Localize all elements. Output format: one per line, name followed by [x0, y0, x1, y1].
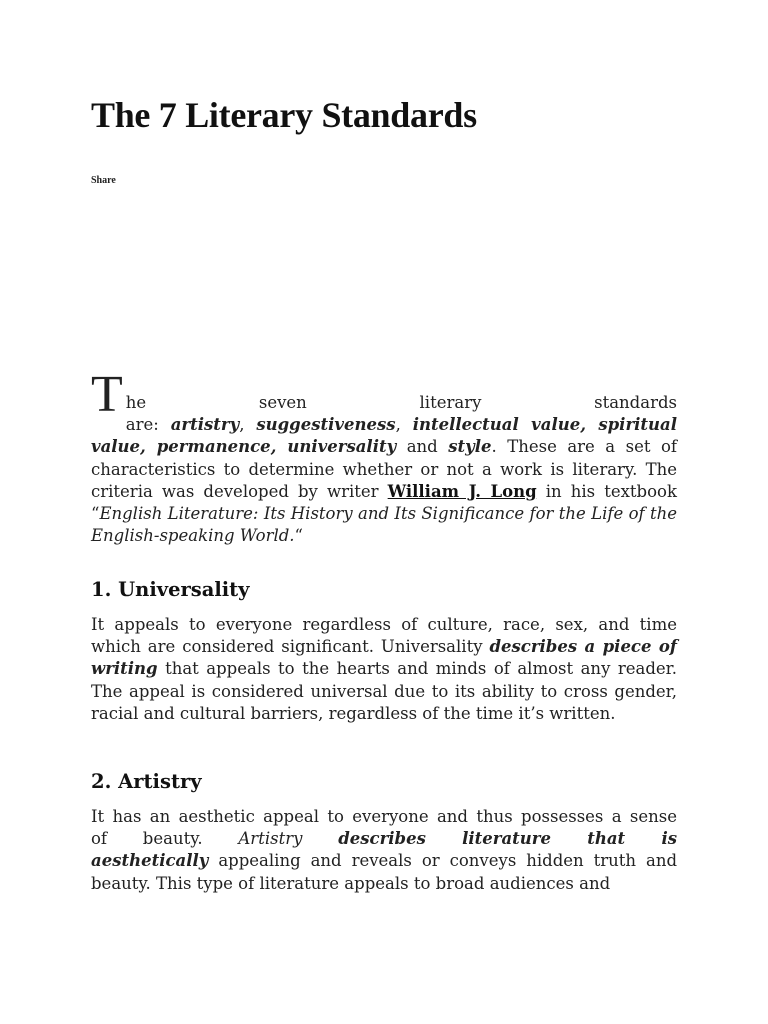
book-title: English Literature: Its History and Its Significance for the Life of the English-speaking World. — [91, 504, 677, 546]
share-button[interactable]: Share — [91, 175, 116, 186]
universality-text-end: that appeals to the hearts and minds of almost any reader. The appeal is considered universal due to its ability to cross gender, racial and cultural barriers, regardless of the time it’s written. — [91, 659, 677, 723]
section-paragraph-universality — [91, 614, 677, 725]
intro-and: and — [406, 437, 438, 457]
standard-suggestiveness: suggestiveness — [256, 415, 396, 435]
drop-cap: T — [91, 366, 123, 423]
intro-paragraph — [91, 366, 678, 547]
universality-emphasis: describes a piece of writing — [91, 637, 677, 679]
artistry-line-1: It has an aesthetic appeal to everyone and thus possesses a sense — [91, 807, 677, 826]
section-paragraph-artistry — [91, 806, 677, 895]
artistry-emphasis-2: aesthetically — [91, 851, 209, 871]
intro-in-his: in his textbook “ — [91, 481, 677, 524]
intro-close-quote: “ — [294, 526, 303, 546]
author-link[interactable]: William J. Long — [387, 481, 537, 501]
page-title: The 7 Literary Standards — [91, 95, 477, 135]
standard-style: style — [448, 437, 492, 457]
artistry-line-2 — [91, 828, 677, 850]
artistry-emphasis: describes literature that is — [338, 829, 677, 849]
artistry-term: Artistry — [238, 829, 303, 849]
intro-are: are: — [125, 415, 159, 435]
section-heading-artistry: 2. Artistry — [91, 770, 202, 793]
intro-after-style: . These are a set of characteristics to determine whether or not a work is literary. The criteria was developed by writer — [91, 437, 678, 501]
artistry-of-beauty: of beauty. — [91, 829, 203, 849]
artistry-text-end: appealing and reveals or conveys hidden truth and beauty. This type of literature appeals to broad audiences and — [91, 851, 678, 893]
intro-comma-1: , — [239, 415, 245, 435]
section-heading-universality: 1. Universality — [91, 578, 250, 601]
standard-artistry: artistry — [170, 415, 240, 435]
standard-list: intellectual value, spiritual value, permanence, universality — [91, 415, 677, 457]
intro-first-line: he seven literary standards — [125, 393, 677, 412]
intro-comma-2: , — [395, 415, 401, 435]
universality-text-start: It appeals to everyone regardless of culture, race, sex, and time which are considered significant. Universality — [91, 615, 677, 657]
